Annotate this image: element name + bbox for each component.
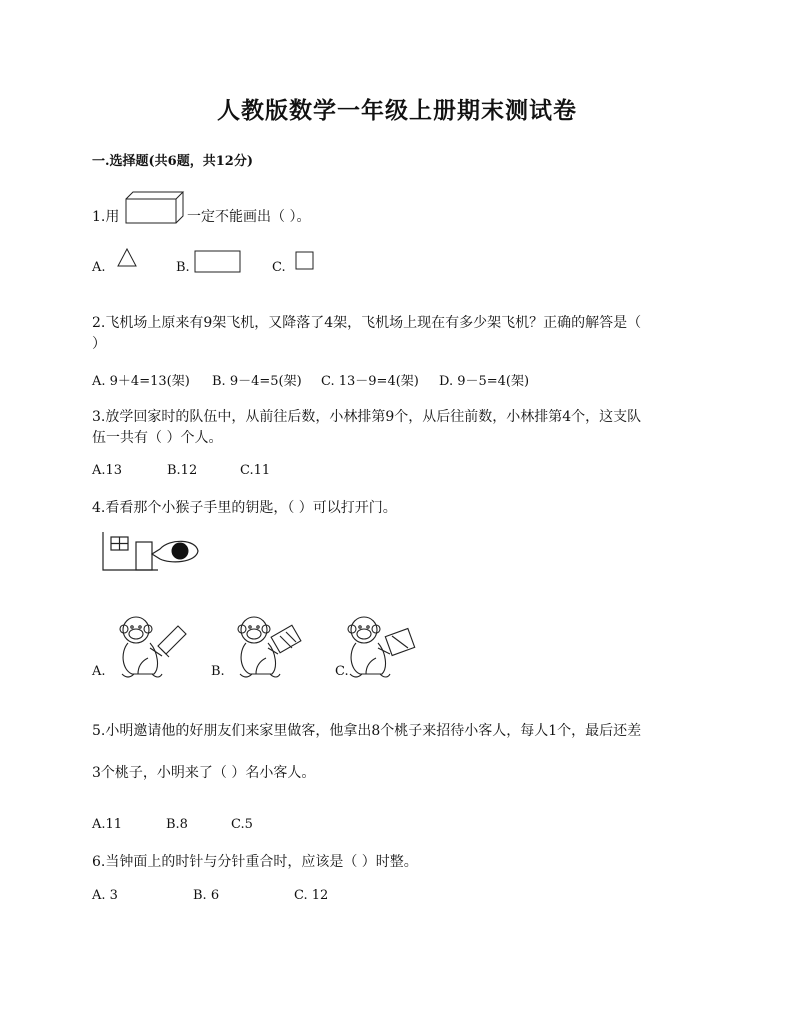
- q6-option-b: B. 6: [193, 888, 220, 903]
- monkey-key-c-icon: [342, 612, 422, 680]
- q3-text-line2: 伍一共有（ ）个人。: [92, 430, 223, 446]
- q2-option-a: A. 9＋4=13(架): [92, 374, 190, 389]
- monkey-key-b-icon: [232, 612, 312, 680]
- q5-option-b: B.8: [166, 817, 188, 832]
- q3-option-a: A.13: [92, 463, 123, 478]
- q4-option-a-label: A.: [92, 664, 106, 679]
- q1-option-a-label: A.: [92, 260, 106, 275]
- triangle-icon: [116, 248, 138, 268]
- q2-text-line2: ）: [92, 336, 106, 352]
- q5-text-line1: 5.小明邀请他的好朋友们来家里做客，他拿出8个桃子来招待小客人，每人1个，最后还差: [92, 723, 642, 739]
- q2-text-line1: 2.飞机场上原来有9架飞机，又降落了4架，飞机场上现在有多少架飞机？正确的解答是（: [92, 315, 642, 331]
- q1-option-c-label: C.: [272, 260, 286, 275]
- q1-suffix: 一定不能画出（ ）。: [187, 209, 311, 225]
- q1-option-b-label: B.: [176, 260, 190, 275]
- monkey-key-a-icon: [114, 612, 192, 680]
- cuboid-icon: [124, 191, 186, 225]
- q3-option-c: C.11: [240, 463, 271, 478]
- section-heading: 一.选择题(共6题，共12分): [92, 154, 253, 169]
- q6-option-a: A. 3: [92, 888, 118, 903]
- q1-prefix: 1.用: [92, 209, 120, 225]
- q4-text: 4.看看那个小猴子手里的钥匙，（ ）可以打开门。: [92, 500, 397, 516]
- square-icon: [295, 251, 315, 271]
- q5-text-line2: 3个桃子，小明来了（ ）名小客人。: [92, 765, 316, 781]
- q4-option-c-label: C.: [335, 664, 349, 679]
- page-title: 人教版数学一年级上册期末测试卷: [217, 97, 577, 124]
- q2-option-d: D. 9－5=4(架): [439, 374, 530, 389]
- q4-option-b-label: B.: [211, 664, 225, 679]
- door-keyhole-icon: [100, 530, 202, 574]
- q5-option-c: C.5: [231, 817, 253, 832]
- q6-option-c: C. 12: [294, 888, 329, 903]
- rectangle-icon: [194, 250, 242, 274]
- q3-option-b: B.12: [167, 463, 198, 478]
- q3-text-line1: 3.放学回家时的队伍中，从前往后数，小林排第9个，从后往前数，小林排第4个，这支队: [92, 409, 642, 425]
- q2-option-c: C. 13－9=4(架): [321, 374, 419, 389]
- q5-option-a: A.11: [92, 817, 123, 832]
- q6-text: 6.当钟面上的时针与分针重合时，应该是（ ）时整。: [92, 854, 418, 870]
- q2-option-b: B. 9－4=5(架): [212, 374, 302, 389]
